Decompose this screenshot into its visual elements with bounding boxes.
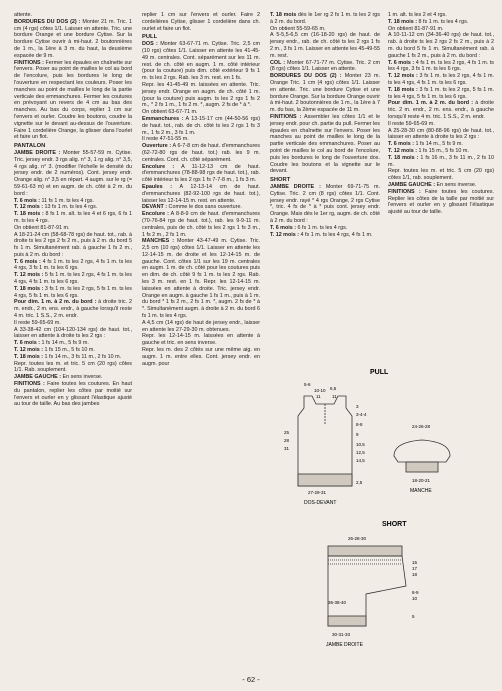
- paragraph-text: 4 fs 1 m. ts les 2 rgs, 4 fs 1 m. ts les 4 rgs, 3 fs 1 m. ts les 6 rgs.: [14, 258, 133, 272]
- paragraph-text: Il reste 59-65-69 m.: [14, 319, 61, 326]
- dim-base: 27-29-31: [308, 490, 327, 495]
- paragraph: [388, 12, 494, 19]
- paragraph-lead: T. 18 mois :: [388, 154, 419, 161]
- paragraph: [388, 182, 494, 189]
- paragraph: [14, 272, 132, 286]
- paragraph: [142, 211, 260, 238]
- paragraph: [142, 238, 260, 320]
- paragraph-lead: T. 12 mois :: [388, 147, 418, 154]
- paragraph-text: Repr. les m. des 2 côtés sur une même aig. en augm. 1 m. entre elles. Cont. jersey endr. en augm. pour: [142, 347, 260, 367]
- text-column-4: [388, 12, 494, 216]
- dim-left-1: 25: [284, 430, 290, 435]
- dim-right-7: 14,5: [356, 458, 365, 463]
- paragraph: [142, 184, 260, 204]
- paragraph-text: 8 fs 1 m. ts les 4 rgs.: [417, 18, 469, 25]
- paragraph-lead: DEVANT :: [142, 204, 168, 211]
- paragraph: [14, 225, 132, 232]
- manche-schematic: [394, 440, 450, 472]
- dim-right-4: 9: [356, 432, 359, 437]
- paragraph: [270, 73, 380, 114]
- paragraph: [388, 73, 494, 87]
- paragraph: [142, 41, 260, 82]
- paragraph-text: 3 fs 1 m. ts les 2 rgs, 5 fs 1 m. ts les 4 rgs, 5 fs 1 m. ts les 6 rgs.: [14, 285, 132, 299]
- paragraph: [388, 60, 494, 74]
- paragraph-text: A 33-38-42 cm (104-120-134 rgs) de haut. tot., laisser en attente à droite ts les 2 rgs :: [14, 326, 132, 340]
- short-right-1: 15: [412, 560, 418, 565]
- paragraph: [270, 114, 380, 175]
- paragraph-text: 1 fs 14 m., 3 fs 11 m., 2 fs 10 m.: [43, 353, 122, 360]
- short-title: SHORT: [382, 521, 407, 528]
- paragraph-lead: JAMBE DROITE :: [270, 183, 321, 190]
- paragraph-lead: FINITIONS :: [270, 113, 302, 120]
- paragraph-lead: T. 6 mois :: [14, 197, 41, 204]
- paragraph-text: On obtient 81-87-91 m.: [388, 25, 444, 32]
- text-column-2: [142, 12, 260, 367]
- schematics-svg: [282, 364, 494, 664]
- paragraph-lead: MANCHES :: [142, 238, 175, 245]
- paragraph-text: A 8-8-9 cm de haut. d'emmanchures (70-76-84 rgs de haut. tot.), rab. les 9-9-11 m. centrales, puis de ch. côté ts les 2 rgs 1 fs 3 m., 1 fs 2 m., 2 fs 1 m.: [142, 211, 260, 238]
- paragraph-text: A 25-28-30 cm (80-88-96 rgs) de haut. tot., laisser en attente à droite ts les 2 rgs :: [388, 127, 494, 141]
- paragraph-lead: T. 6 mois :: [14, 258, 41, 265]
- paragraph-text: Monter 43-47-49 m. Cytise. Tric. 2,5 cm (10 rgs) côtes 1/1. Laisser en attente les 12-14-15 m. de droite et les 12-14-15 m. de gauche. Cont. côtes 1/1 sur les 19 m. centrales en augm. 1 m. de ch. côté pour les coutures puis en dim. de ch. côté 9 fs 1 m. ts les 2 rgs. Rab. les 3 m. rest. en 1 fs. Repr. les 12-14-15 m. laissées en attente à droite. Tric. jersey endr. Orange en augm. à gauche 1 fs 1 m., puis à 1 m. du bord * 1 fs 2 m., 2 fs 1 m. *, augm. 2 fs de * à *. Simultanément augm. à droite à 2 m. du bord 6 fs 1 m. ts les 4 rgs.: [142, 238, 260, 320]
- paragraph-text: 8 fs 1 m. alt. ts les 4 et 6 rgs, 6 fs 1 m. ts les 4 rgs.: [14, 211, 133, 224]
- paragraph-text: Assembler les côtes 1/1 et le jersey endr. pour ch. partie du pull. Fermer les épaules en chaînette sur l'envers. Poser les manches au point de mailles le long de la partie verticale des emmanchures. Poser au point de mailles le col au bord de l'encolure, puis les bordures le long de l'ouverture dos. Coudre les boutons et la vignette sur le devant.: [270, 113, 380, 175]
- paragraph-text: A 6-7-8 cm de haut. d'emmanchures (62-72-80 rgs de haut. tot.) rab. les 9 m. centrales. Cont. ch. côté séparément.: [142, 143, 260, 163]
- paragraph: [270, 232, 380, 239]
- manche-base-dim: 18-20-21: [412, 478, 431, 483]
- paragraph-text: Monter 69-71-75 m. Cytise. Tric. 2 cm (8 rgs) côtes 1/1. Cont. jersey endr. rayé * 4 rgs Orange, 2 rgs Cytise *, tric. 4 fs de * à * puis cont. jersey endr. Orange. Mais dès le 1er rg, augm. de ch. côté à 2 m. du bord :: [270, 183, 381, 224]
- paragraph-text: Il reste 47-51-55 m.: [142, 136, 189, 143]
- paragraph-lead: BORDURES DU DOS (2) :: [14, 18, 81, 25]
- paragraph: [14, 361, 132, 375]
- short-right-3: 18: [412, 572, 418, 577]
- dim-right-2: 3-4-4: [356, 412, 367, 417]
- paragraph-lead: Epaules :: [142, 183, 173, 190]
- paragraph-text: Faire toutes les coutures. Replier les côtes de la taille par moitié sur l'envers et ourler en y glissant l'élastique ajusté au tour de taille.: [388, 188, 494, 216]
- short-right-6: 5: [412, 614, 415, 619]
- paragraph: [142, 320, 260, 334]
- paragraph-text: 3 fs 1 m. ts les 2 rgs, 4 fs 1 m. ts les 4 rgs, 4 fs 1 m. ts les 6 rgs.: [388, 73, 494, 86]
- paragraph: [14, 381, 132, 408]
- paragraph-text: 5 fs 1 m. ts les 2 rgs, 4 fs 1 m. ts les 4 rgs, 4 fs 1 m. ts les 6 rgs.: [14, 272, 132, 286]
- paragraph-text: 4 fs 1 m. ts les 4 rgs, 4 fs 1 m.: [299, 231, 373, 238]
- paragraph-lead: Encolure :: [142, 163, 175, 170]
- paragraph: [14, 299, 132, 319]
- short-right-2: 17: [412, 566, 418, 571]
- paragraph: [270, 184, 380, 225]
- paragraph-lead: FINITIONS :: [14, 381, 45, 388]
- paragraph-text: Faire toutes les coutures. En haut du pantalon, replier les côtes par moitié sur l'envers et ourler en y glissant l'élastique ajusté au tour de taille. Au bas des jambes: [14, 381, 132, 408]
- section-heading: SHORT: [270, 177, 291, 184]
- paragraph-lead: Emmanchures :: [142, 115, 184, 122]
- paragraph: [14, 198, 132, 205]
- paragraph: [14, 374, 132, 381]
- paragraph: [14, 60, 132, 142]
- dos-devant-schematic: [298, 396, 352, 486]
- paragraph-text: Monter 21 m. Tric. 1 cm (4 rgs) côtes 1/1. Laisser en attente. Tric. une bordure Orange et une bordure Cytise. Sur la bordure Cytise ouvrir à mi-haut. 2 boutonnières de 1 m., la 1ère à 3 m. du haut, la deuxième espacée de 9 m.: [14, 18, 132, 59]
- paragraph-lead: JAMBE GAUCHE :: [14, 374, 62, 381]
- page-number: - 62 -: [242, 675, 260, 684]
- paragraph: [142, 143, 260, 163]
- paragraph-lead: T. 12 mois :: [14, 347, 44, 354]
- paragraph-lead: Encolure :: [142, 211, 169, 218]
- paragraph-lead: T. 18 mois :: [14, 211, 44, 218]
- paragraph: [270, 32, 380, 59]
- dim-left-3: 31: [284, 446, 290, 451]
- paragraph-text: 1 fs 16 m., 3 fs 11 m., 2 fs 10 m.: [388, 154, 495, 168]
- paragraph: [14, 232, 132, 259]
- paragraph-lead: T. 6 mois :: [270, 224, 297, 231]
- short-top-dim: 26-28-30: [348, 536, 367, 541]
- paragraph: [270, 12, 380, 26]
- paragraph: [388, 87, 494, 101]
- short-right-5: 10: [412, 596, 418, 601]
- paragraph-text: Monter 63-67-71 m. Cytise. Tric. 2,5 cm (10 rgs) côtes 1/1. Laisser en attente les 41-45-49 m. centrales. Cont. séparément sur les 11 m. rest. de ch. côté en augm. 1 m. côté intérieur (pour la couture) puis dim. côté extérieur 9 fs 1 m. ts les 2 rgs. Rab. les 3 m. rest. en 1 fs.: [142, 41, 260, 82]
- short-base-dim: 30-31-33: [332, 632, 351, 637]
- paragraph: [270, 60, 380, 74]
- section-heading: PULL: [142, 34, 158, 41]
- paragraph-text: dès le 1er rg 2 fs 1 m. ts les 2 rgs à 2 m. du bord.: [270, 12, 380, 25]
- paragraph: [388, 148, 494, 155]
- paragraph: [142, 12, 260, 32]
- paragraph-text: A 10-11-12 cm (34-36-40 rgs) de haut. tot., rab. à droite ts les 2 rgs 2 fs 2 m., puis à 2 m. du bord 5 fs 1 m. Simultanément rab. à gauche 1 fs 2 m., puis à 2 m. du bord :: [388, 32, 494, 59]
- short-schematic: [328, 546, 406, 626]
- dim-top-5: 11: [332, 394, 337, 399]
- paragraph: [388, 26, 494, 33]
- paragraph: [14, 19, 132, 60]
- paragraph: [14, 12, 132, 19]
- paragraph-text: A 12-13-14 cm de haut. d'emmanchures (82-92-100 rgs de haut. tot.), laisser les 12-14-15 m. rest. en attente.: [142, 183, 260, 204]
- paragraph: [14, 150, 132, 198]
- paragraph-text: En sens inverse.: [435, 181, 477, 188]
- paragraph-text: 1 m. alt. ts les 2 et 4 rgs.: [388, 12, 447, 18]
- paragraph-text: A 5-5,5-6,5 cm (16-18-20 rgs) de haut. de jersey endr., rab. de ch. côté ts les 2 rgs 1 fs 2 m., 3 fs 1 m. Laisser en attente les 45-49-55 m. rest.: [270, 32, 380, 59]
- paragraph-lead: T. 12 mois :: [14, 204, 44, 211]
- paragraph-text: à droite tric. 2 m. endr., 2 m. ens. endr., à gauche lorsqu'il reste 4 m. tric. 1 S.S., 2 m. endr.: [388, 100, 494, 120]
- paragraph-lead: T. 12 mois :: [14, 272, 44, 279]
- manche-label: MANCHE: [410, 488, 432, 494]
- paragraph-lead: T. 18 mois :: [14, 285, 44, 292]
- dim-left-2: 28: [284, 438, 290, 443]
- paragraph: [388, 121, 494, 128]
- paragraph: [14, 286, 132, 300]
- paragraph: [270, 26, 380, 33]
- paragraph-text: Monter 55-57-59 m. Cytise. Tric. jersey endr. 3 rgs alig. n° 3, 1 rg alig. n° 3,5, 4 rgs alig. n° 3. (modifier l'échelle le densité du jersey endr. de 2 numéros). Cont. jersey endr. Orange alig. n° 3,5 en répart. 4 augm. sur le rg (= 59-61-63 m) et en augm. de ch. côté à 2 m. du bord :: [14, 149, 133, 197]
- paragraph-text: Comme le dos sans ouverture.: [167, 204, 242, 211]
- short-right-4: 8-9: [412, 590, 419, 595]
- dim-top-1: 5-6: [304, 382, 311, 387]
- manche-top-dim: 24-26-28: [412, 424, 431, 429]
- paragraph: [388, 32, 494, 59]
- paragraph: [142, 116, 260, 136]
- paragraph-text: Repr. toutes les m. et tric. 5 cm (20 rgs) côtes 1/1, rab. souplement.: [388, 168, 494, 182]
- paragraph-text: Repr. les 41-45-49 m. laissées en attente. Tric. jersey endr. Orange en augm. de ch. côté 1 m. (pour la couture) puis augm. ts les 2 rgs 1 fs 2 m., * 2 fs 1 m., 1 fs 2 m. *, augm. 2 fs de * à *.: [142, 81, 260, 109]
- paragraph-text: A 18-21-24 cm (58-68-78 rgs) de haut. tot., rab. à droite ts les 2 rgs 2 fs 2 m., puis à 2 m. du bord 5 fs 1 m. Simultanément rab. à gauche 1 fs 2 m., puis à 2 m. du bord :: [14, 231, 132, 258]
- paragraph: [14, 211, 132, 225]
- paragraph-text: 1 fs 15 m., 5 fs 10 m.: [417, 147, 469, 154]
- paragraph-lead: T. 18 mois :: [388, 18, 418, 25]
- paragraph-lead: JAMBE DROITE :: [14, 149, 61, 156]
- dim-top-4: 6,5: [330, 386, 337, 391]
- paragraph-lead: DOS :: [142, 41, 158, 48]
- paragraph: [388, 189, 494, 216]
- paragraph-lead: FINITIONS :: [388, 188, 421, 195]
- paragraph-text: A 4,5 cm (14 rgs) de haut de jersey endr., laisser en attente les 27-29-30 m. obtenues.: [142, 319, 260, 333]
- paragraph: [388, 168, 494, 182]
- paragraph: [142, 109, 260, 116]
- paragraph-text: 1 fs 14 m., 5 fs 9 m.: [414, 141, 463, 148]
- dim-top-3: 11: [316, 394, 321, 399]
- paragraph-text: Il reste 59-65-69 m.: [388, 120, 435, 127]
- paragraph-text: 1 fs 15 m., 5 fs 10 m.: [43, 347, 95, 354]
- paragraph: [142, 164, 260, 184]
- paragraph: [14, 327, 132, 341]
- paragraph-text: attente.: [14, 12, 32, 18]
- paragraph-text: Monter 23 m. Orange Tric. 1 cm (4 rgs) côtes 1/1. Laisser en attente. Tric. une bordure Cytise et une bordure Orange. Sur la bordure Orange ouvrir à mi-haut. 2 boutonnières de 1 m., la 1ère à 7 m. du bas, la 2ème espacée de 11 m.: [270, 73, 380, 114]
- text-column-3: [270, 12, 380, 238]
- section-heading: PANTALON: [14, 143, 46, 150]
- paragraph: [14, 320, 132, 327]
- text-column-1: [14, 12, 132, 408]
- paragraph-lead: T. 12 mois :: [270, 231, 300, 238]
- short-mid-dim: 36-38-40: [328, 600, 347, 605]
- paragraph-text: On obtient 63-67-71 m.: [142, 109, 198, 116]
- paragraph-text: On obtient 55-59-65 m.: [270, 25, 326, 32]
- pull-title: PULL: [370, 369, 389, 376]
- paragraph: [388, 19, 494, 26]
- paragraph-lead: Pour dim. 1 m. à 2 m. du bord :: [14, 299, 97, 306]
- paragraph-lead: T. 18 mois :: [388, 86, 418, 93]
- paragraph: [388, 128, 494, 142]
- paragraph-lead: T. 6 mois :: [14, 340, 41, 347]
- dim-top-2: 10-10: [314, 388, 326, 393]
- paragraph-lead: T. 6 mois :: [388, 141, 415, 148]
- dim-right-5: 10,5: [356, 442, 365, 447]
- paragraph-text: 1 fs 14 m., 5 fs 9 m.: [40, 340, 89, 347]
- paragraph-lead: BORDURES DU DOS (2) :: [270, 73, 342, 80]
- paragraph-text: 6 fs 1 m. ts les 4 rgs.: [296, 224, 348, 231]
- paragraph-text: A 13-15-17 cm (44-50-56 rgs) de haut. tot., rab. de ch. côté ts les 2 rgs 1 fs 3 m., 1 fs 2 m., 3 fs 1 m.: [142, 115, 260, 136]
- paragraph-text: Repr. les 12-14-15 m. laissées en attente à gauche et tric. en sens inverse.: [142, 333, 260, 347]
- paragraph-text: 3 fs 1 m. ts les 2 rgs, 5 fs 1 m. ts les 4 rgs, 5 fs 1 m. ts les 6 rgs.: [388, 86, 494, 100]
- paragraph-lead: T. 18 mois :: [14, 353, 44, 360]
- paragraph-text: 11 fs 1 m. ts les 4 rgs.: [40, 197, 94, 204]
- paragraph-lead: Pour dim. 1 m. à 2 m. du bord :: [388, 100, 474, 107]
- jambe-label: JAMBE DROITE: [326, 642, 363, 648]
- paragraph: [142, 204, 260, 211]
- paragraph-text: A 11-12-13 cm de haut. d'emmanchures (78-88-98 rgs de haut. tot.), rab. côté intérieur ts les 2 rgs 1 fs 7-7-8 m., 1 fs 3 m.: [142, 163, 261, 184]
- paragraph: [142, 347, 260, 367]
- paragraph-lead: JAMBE GAUCHE :: [388, 181, 436, 188]
- paragraph: [14, 340, 132, 347]
- paragraph: [14, 259, 132, 273]
- paragraph: [14, 347, 132, 354]
- dim-right-8: 2,5: [356, 480, 363, 485]
- paragraph: [388, 100, 494, 120]
- paragraph: [142, 82, 260, 109]
- paragraph: [14, 204, 132, 211]
- paragraph-text: 4 fs 1 m. ts les 2 rgs, 4 fs 1 m. ts les 4 rgs, 3 fs 1 m. ts les 6 rgs.: [388, 59, 494, 73]
- paragraph-lead: COL :: [270, 59, 286, 66]
- paragraph-text: On obtient 81-87-91 m.: [14, 224, 70, 231]
- paragraph: [388, 141, 494, 148]
- paragraph-lead: Ouverture :: [142, 143, 172, 150]
- paragraph: [142, 136, 260, 143]
- dos-devant-label: DOS-DEVANT: [304, 500, 337, 506]
- paragraph-lead: FINITIONS :: [14, 59, 44, 66]
- paragraph-text: à droite tric. 2 m. endr., 2 m. ens. endr., à gauche lorsqu'il reste 4 m. tric. 1 S.S., 2 m. endr.: [14, 299, 132, 320]
- paragraph-text: Monter 67-71-77 m. Cytise. Tric. 2 cm (8 rgs) côtes 1/1. Laisser en attente.: [270, 59, 380, 73]
- paragraph: [270, 225, 380, 232]
- dim-right-6: 12,5: [356, 450, 365, 455]
- dim-right-1: 3: [356, 404, 359, 409]
- dim-right-3: 8-8: [356, 422, 363, 427]
- paragraph-lead: T. 6 mois :: [388, 59, 415, 66]
- schematics-panel: [282, 364, 494, 664]
- paragraph-text: Fermer les épaules en chaînette sur l'envers. Poser au point de mailles le col au bord de l'encolure, puis les bordures le long de l'ouverture en respectant les couleurs. Poser les manches au point de mailles le long de la partie verticale des emmanchures. Fermer les coutures en prévoyant un revers de 4 cm au bas des manches. Au bas du corps, replier 1 cm sur l'envers et ourler. Coudre les boutons, coudre la vignette sur le devant au-dessus de l'ouverture. Faire 1 cordelière Orange, la glisser dans l'ourlet et faire un flot.: [14, 59, 132, 141]
- paragraph-text: 13 fs 1 m. ts les 4 rgs.: [43, 204, 98, 211]
- paragraph-text: replier 1 cm sur l'envers et ourler. Faire 2 cordelières Cytise, glisser 1 cordelière dans ch. ourlet et faire un flot.: [142, 12, 260, 32]
- paragraph: [388, 155, 494, 169]
- paragraph: [14, 354, 132, 361]
- paragraph-lead: T. 18 mois: [270, 12, 297, 18]
- paragraph-text: En sens inverse.: [61, 374, 103, 381]
- paragraph-lead: T. 12 mois :: [388, 73, 418, 80]
- paragraph-text: Repr. toutes les m. et tric. 5 cm (20 rgs) côtes 1/1. Rab. souplement.: [14, 360, 132, 374]
- paragraph: [142, 333, 260, 347]
